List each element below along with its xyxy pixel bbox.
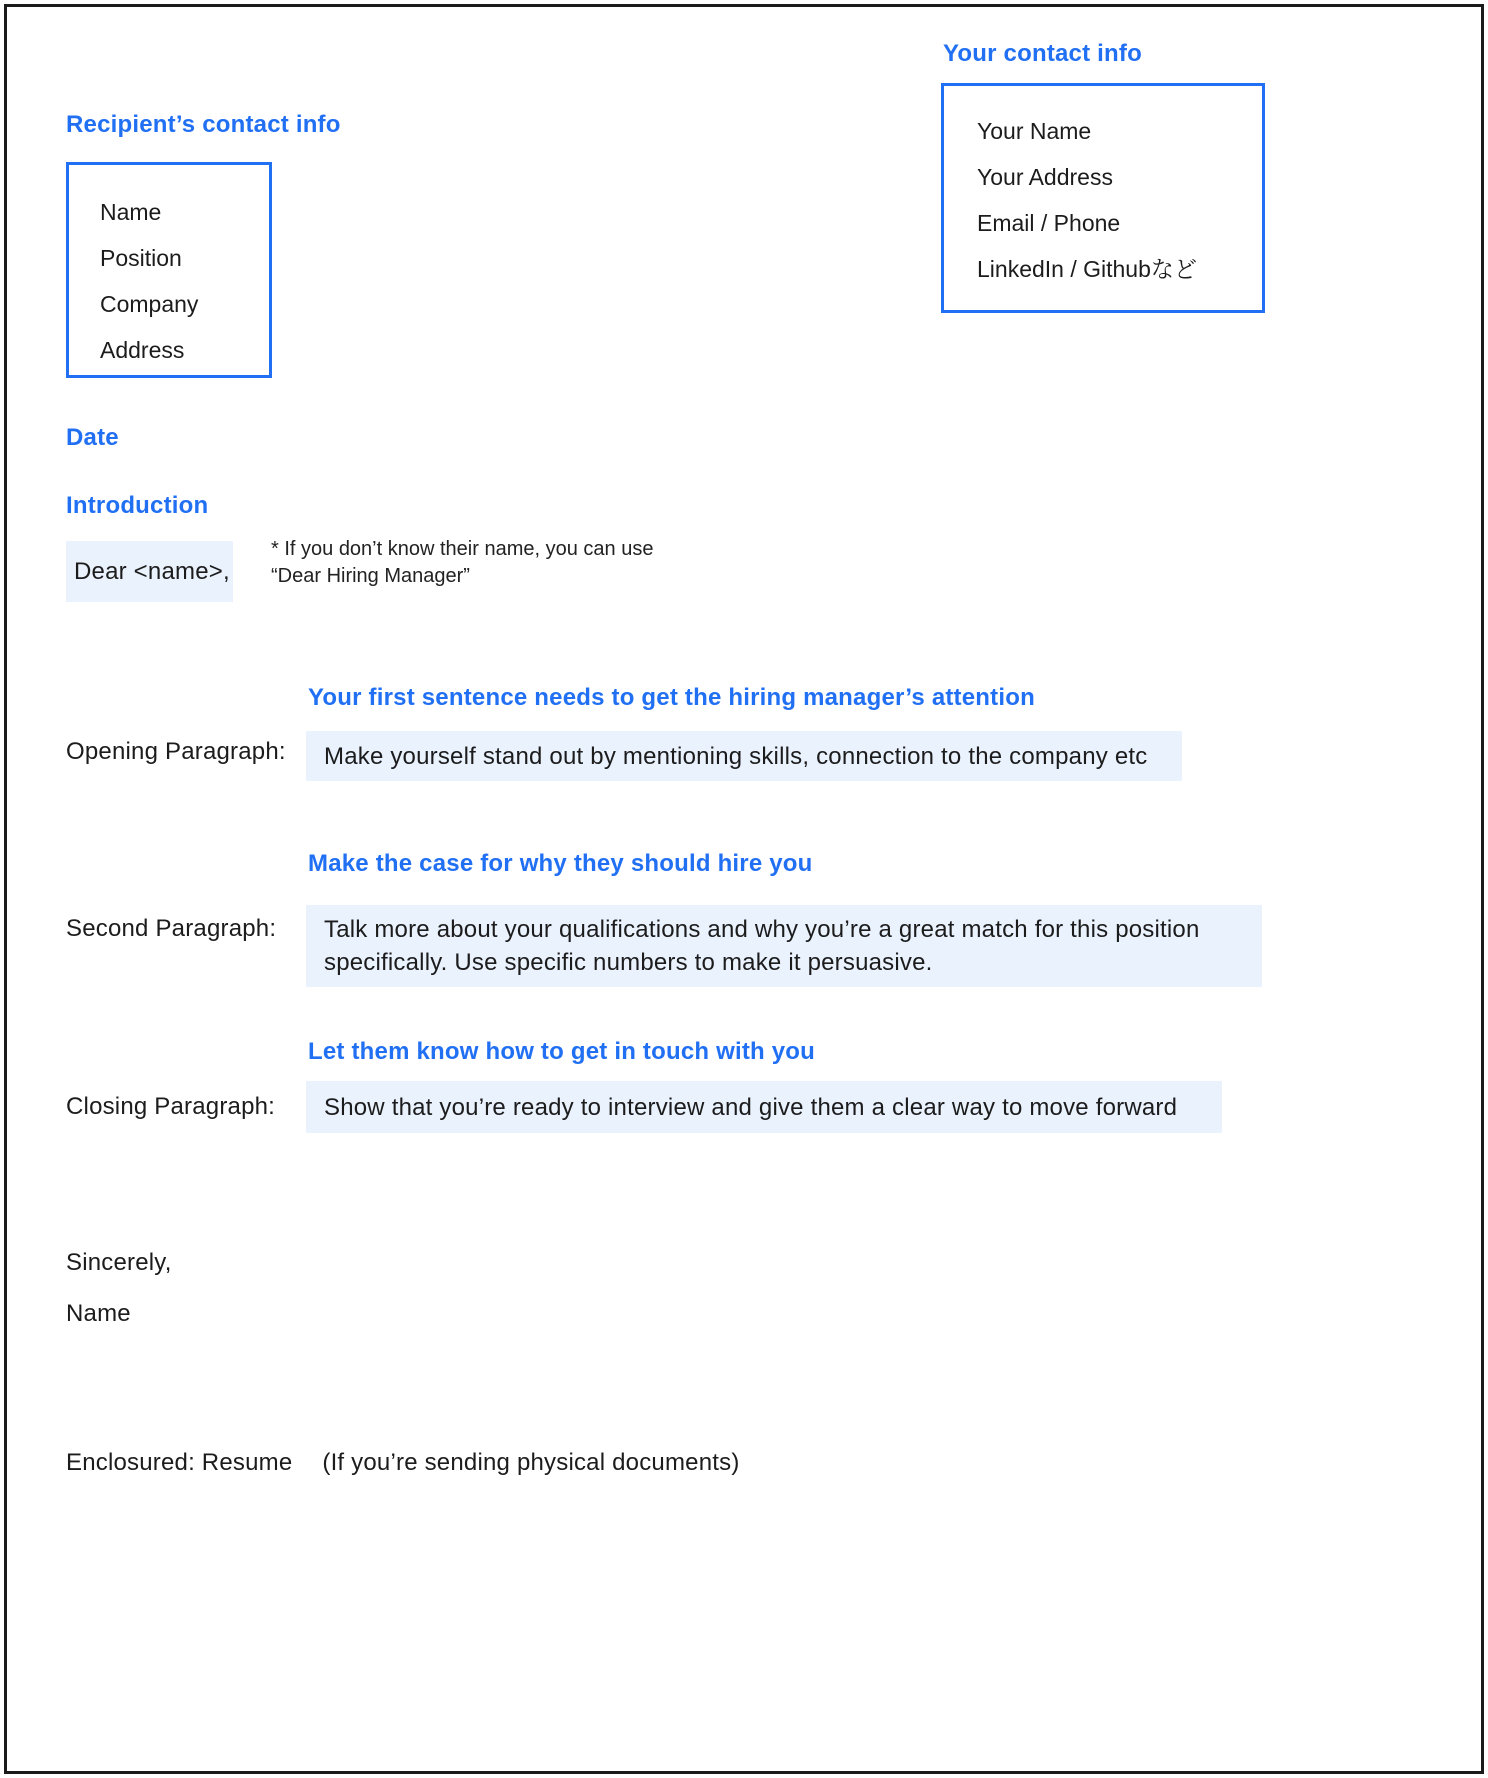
salutation-note-line2: “Dear Hiring Manager” bbox=[271, 565, 470, 587]
opening-paragraph-highlight bbox=[306, 731, 1182, 781]
recipient-contact-info-heading: Recipient’s contact info bbox=[66, 111, 341, 138]
your-contact-info-heading: Your contact info bbox=[943, 40, 1142, 67]
second-paragraph-body: Talk more about your qualifications and why you’re a great match for this position specifically. Use specific numbers to make it persuasive. bbox=[324, 916, 1200, 976]
sincerely-text: Sincerely, bbox=[66, 1249, 172, 1276]
salutation-text: Dear <name>, bbox=[74, 557, 230, 585]
second-paragraph-highlight bbox=[306, 905, 1262, 987]
recipient-contact-info-box bbox=[66, 162, 272, 378]
enclosure-note: (If you’re sending physical documents) bbox=[322, 1449, 740, 1476]
enclosure-line bbox=[66, 1449, 740, 1477]
opening-paragraph-body: Make yourself stand out by mentioning skills, connection to the company etc bbox=[324, 742, 1148, 770]
opening-paragraph-label: Opening Paragraph: bbox=[66, 738, 286, 765]
signature-name-text: Name bbox=[66, 1300, 131, 1327]
enclosure-label: Enclosured: Resume bbox=[66, 1449, 293, 1476]
salutation-note-line1: * If you don’t know their name, you can use bbox=[271, 538, 654, 560]
salutation-highlight bbox=[66, 541, 233, 602]
second-paragraph-label: Second Paragraph: bbox=[66, 915, 277, 942]
introduction-heading: Introduction bbox=[66, 492, 209, 519]
recipient-company-line: Company bbox=[100, 291, 199, 317]
recipient-address-line: Address bbox=[100, 337, 185, 363]
date-heading: Date bbox=[66, 424, 119, 451]
closing-paragraph-body: Show that you’re ready to interview and give them a clear way to move forward bbox=[324, 1093, 1178, 1121]
salutation-note bbox=[271, 536, 653, 590]
your-name-line: Your Name bbox=[977, 118, 1092, 144]
your-contact-info-box bbox=[941, 83, 1265, 313]
your-address-line: Your Address bbox=[977, 164, 1113, 190]
recipient-position-line: Position bbox=[100, 245, 182, 271]
closing-paragraph-heading: Let them know how to get in touch with you bbox=[308, 1038, 816, 1065]
second-paragraph-heading: Make the case for why they should hire you bbox=[308, 850, 813, 877]
recipient-name-line: Name bbox=[100, 199, 162, 225]
closing-paragraph-label: Closing Paragraph: bbox=[66, 1093, 276, 1120]
linkedin-github-line: LinkedIn / Githubなど bbox=[977, 256, 1197, 282]
opening-paragraph-heading: Your first sentence needs to get the hiring manager’s attention bbox=[308, 684, 1035, 711]
email-phone-line: Email / Phone bbox=[977, 210, 1121, 236]
closing-paragraph-highlight bbox=[306, 1081, 1222, 1133]
